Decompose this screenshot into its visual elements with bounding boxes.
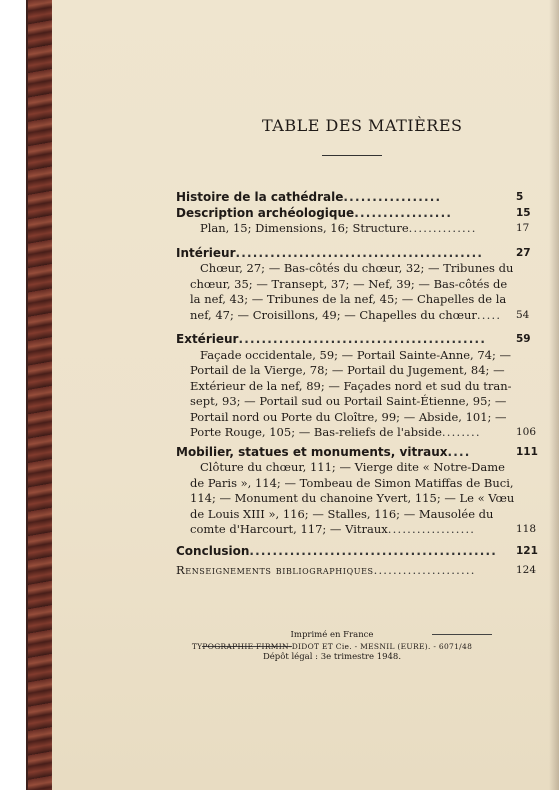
toc-entry-label: Plan, 15; Dimensions, 16; Structure — [200, 221, 409, 235]
toc-body-line: Extérieur de la nef, 89; — Façades nord et sud du tran- — [190, 378, 512, 393]
toc-entry-label: Porte Rouge, 105; — Bas-reliefs de l'abside — [190, 425, 442, 439]
toc-body-line: Portail nord ou Porte du Cloître, 99; — Abside, 101; — — [190, 409, 507, 424]
toc-body-line: sept, 93; — Portail sud ou Portail Saint-Étienne, 95; — — [190, 394, 507, 408]
toc-body-line: Portail de la Vierge, 78; — Portail du Jugement, 84; — — [190, 363, 505, 377]
toc-leader-dots: ..... — [476, 307, 502, 322]
toc-body-line: Chœur, 27; — Bas-côtés du chœur, 32; — Tribunes du — [200, 261, 514, 275]
toc-body-line: Clôture du chœur, 111; — Vierge dite « Notre-Dame — [200, 460, 505, 474]
toc-entry-label: comte d'Harcourt, 117; — Vitraux — [190, 522, 388, 536]
toc-page-number: 54 — [516, 308, 530, 321]
toc-subentry — [176, 221, 530, 237]
toc-body-line: la nef, 43; — Tribunes de la nef, 45; — Chapelles de la — [190, 292, 507, 306]
toc-page-number: 17 — [516, 222, 530, 234]
toc-page-number: 124 — [516, 564, 537, 576]
toc-leader-dots: .............. — [408, 221, 477, 235]
toc-leader-dots: ..................... — [373, 563, 476, 577]
toc-page-number: 118 — [516, 523, 537, 535]
colophon-printed-in: Imprimé en France — [290, 630, 374, 640]
toc-body-line — [176, 307, 530, 324]
toc-leader-dots: ........................................... — [235, 245, 484, 260]
toc-entry-label: Renseignements bibliographiques — [176, 563, 374, 577]
printer-colophon — [172, 630, 492, 663]
toc-page-number: 111 — [516, 445, 538, 458]
marbled-binding — [28, 0, 52, 790]
toc-page-number: 15 — [516, 206, 531, 219]
toc-body-line: de Louis XIII », 116; — Stalles, 116; — Mausolée du — [190, 506, 494, 521]
toc-entry-label: Histoire de la cathédrale — [176, 190, 344, 204]
toc-leader-dots: .................. — [387, 522, 476, 536]
toc-body-line — [176, 425, 537, 441]
page-title: TABLE DES MATIÈRES — [262, 116, 463, 135]
toc-entry-label: Description archéologique — [176, 205, 355, 220]
colophon-printer: TYPOGRAPHIE FIRMIN-DIDOT ET Cie. - MESNIL (EURE). - 6071/48 — [191, 642, 473, 651]
toc-entry — [176, 332, 531, 348]
toc-entry — [176, 563, 537, 579]
toc-page-number: 121 — [516, 544, 538, 557]
page-edge-shadow — [549, 0, 559, 790]
toc-entry-label: Mobilier, statues et monuments, vitraux — [176, 444, 448, 459]
toc-leader-dots: ........................................... — [238, 332, 487, 346]
toc-page-number: 106 — [516, 426, 537, 438]
toc-entry — [176, 245, 531, 262]
toc-list — [176, 190, 538, 579]
toc-leader-dots: ................. — [354, 205, 453, 220]
toc-body-line: Façade occidentale, 59; — Portail Sainte-Anne, 74; — — [200, 347, 512, 362]
book-page — [52, 0, 559, 790]
toc-leader-dots: ........ — [441, 425, 481, 439]
title-divider — [322, 155, 382, 156]
toc-body-line — [176, 522, 537, 538]
toc-entry — [176, 444, 538, 461]
toc-leader-dots: ................. — [343, 190, 442, 204]
toc-body-line: chœur, 35; — Transept, 37; — Nef, 39; — Bas-côtés de — [190, 276, 508, 291]
toc-entry — [176, 543, 538, 560]
toc-page-number: 27 — [516, 246, 531, 259]
toc-entry-label: Intérieur — [176, 245, 236, 260]
toc-entry-label: Conclusion — [176, 543, 250, 558]
toc-body-line: 114; — Monument du chanoine Yvert, 115; — Le « Vœu — [190, 491, 515, 505]
toc-leader-dots: ........................................... — [249, 543, 498, 558]
toc-entry — [176, 190, 526, 206]
toc-entry-label: Extérieur — [176, 332, 239, 346]
toc-leader-dots: .... — [447, 444, 471, 459]
toc-page-number: 59 — [516, 333, 531, 345]
toc-entry — [176, 205, 531, 222]
colophon-legal-deposit: Dépôt légal : 3e trimestre 1948. — [262, 652, 402, 662]
toc-page-number: 5 — [516, 191, 524, 203]
toc-body-line: de Paris », 114; — Tombeau de Simon Matiffas de Buci, — [190, 475, 514, 490]
toc-entry-label: nef, 47; — Croisillons, 49; — Chapelles du chœur — [190, 307, 477, 322]
